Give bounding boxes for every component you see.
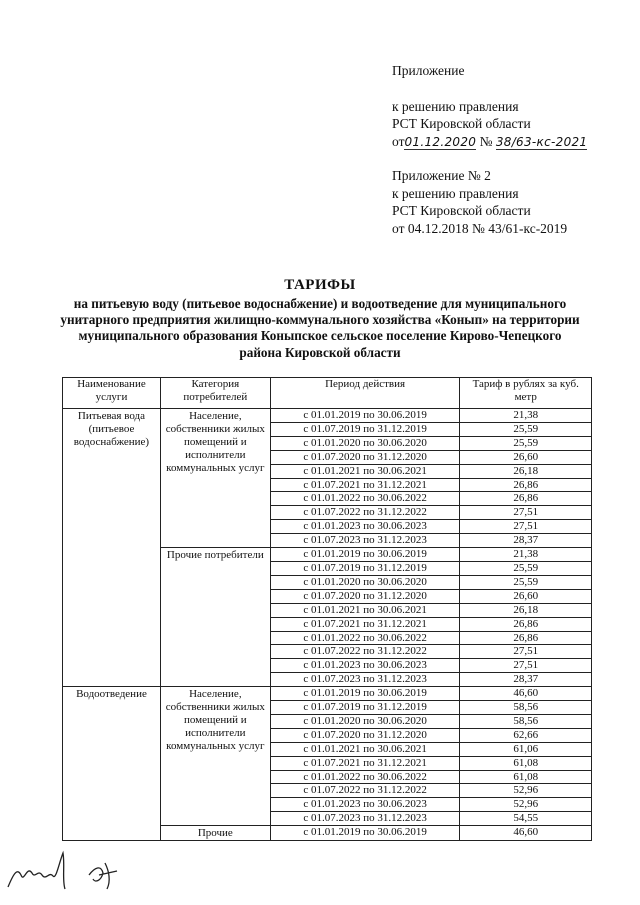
period-cell: с 01.01.2019 по 30.06.2019 [270,687,460,701]
handwritten-signature [5,845,145,895]
period-cell: с 01.07.2021 по 31.12.2021 [270,478,460,492]
period-cell: с 01.01.2019 по 30.06.2019 [270,409,460,423]
period-cell: с 01.07.2021 по 31.12.2021 [270,617,460,631]
period-cell: с 01.01.2020 по 30.06.2020 [270,575,460,589]
service-cell: Питьевая вода (питьевое водоснабжение) [63,409,161,687]
tariff-cell: 54,55 [460,812,592,826]
tariff-cell: 25,59 [460,575,592,589]
appendix-label: Приложение [392,63,465,78]
tariff-cell: 26,18 [460,464,592,478]
header-period: Период действия [270,378,460,409]
tariff-cell: 61,08 [460,770,592,784]
category-cell: Прочие [160,826,270,841]
period-cell: с 01.07.2022 по 31.12.2022 [270,506,460,520]
tariff-cell: 58,56 [460,714,592,728]
period-cell: с 01.01.2021 по 30.06.2021 [270,464,460,478]
handwritten-date: 01.12.2020 [404,134,477,149]
doc-title: ТАРИФЫ [284,277,356,293]
tariff-cell: 28,37 [460,673,592,687]
period-cell: с 01.01.2022 по 30.06.2022 [270,770,460,784]
period-cell: с 01.07.2023 по 31.12.2023 [270,673,460,687]
period-cell: с 01.07.2021 по 31.12.2021 [270,756,460,770]
doc-subtitle: на питьевую воду (питьевое водоснабжение) и водоотведение для муниципального унитарного предприятия жилищно-коммунального хозяйства «Конып» на территории муниципального образования Коныпское сельское поселение Кирово-Чепецкого района Кировской области [60,296,580,360]
period-cell: с 01.01.2020 по 30.06.2020 [270,436,460,450]
tariff-cell: 21,38 [460,409,592,423]
period-cell: с 01.01.2019 по 30.06.2019 [270,826,460,841]
category-cell: Прочие потребители [160,548,270,687]
tariff-cell: 52,96 [460,784,592,798]
period-cell: с 01.01.2022 по 30.06.2022 [270,631,460,645]
handwritten-number: 38/63-кс-2021 [495,134,588,149]
appendix-number-label: Приложение № 2 [392,168,491,183]
number-prefix: № [479,133,493,149]
tariff-cell: 25,59 [460,561,592,575]
period-cell: с 01.07.2019 по 31.12.2019 [270,701,460,715]
period-cell: с 01.01.2021 по 30.06.2021 [270,742,460,756]
authority-line: РСТ Кировской области [392,203,531,218]
table-row [63,687,592,701]
table-header-row [63,378,592,409]
tariff-cell: 25,59 [460,436,592,450]
service-cell: Водоотведение [63,687,161,841]
authority-line: РСТ Кировской области [392,116,531,131]
decision-line: к решению правления [392,98,519,114]
period-cell: с 01.01.2023 по 30.06.2023 [270,798,460,812]
period-cell: с 01.07.2020 по 31.12.2020 [270,728,460,742]
period-cell: с 01.07.2020 по 31.12.2020 [270,450,460,464]
tariff-cell: 26,86 [460,631,592,645]
tariff-cell: 58,56 [460,701,592,715]
tariff-cell: 46,60 [460,687,592,701]
appendix-block-original [392,167,567,237]
appendix-block-current [392,62,587,151]
tariff-cell: 26,60 [460,450,592,464]
tariff-cell: 26,18 [460,603,592,617]
period-cell: с 01.07.2022 по 31.12.2022 [270,784,460,798]
table-body [63,409,592,841]
tariff-cell: 46,60 [460,826,592,841]
period-cell: с 01.01.2022 по 30.06.2022 [270,492,460,506]
tariff-cell: 27,51 [460,520,592,534]
tariff-cell: 25,59 [460,422,592,436]
period-cell: с 01.01.2023 по 30.06.2023 [270,659,460,673]
category-cell: Население, собственники жилых помещений и исполнители коммунальных услуг [160,687,270,826]
tariff-cell: 27,51 [460,659,592,673]
tariff-cell: 52,96 [460,798,592,812]
period-cell: с 01.07.2022 по 31.12.2022 [270,645,460,659]
decision-date-line [392,133,587,152]
period-cell: с 01.01.2023 по 30.06.2023 [270,520,460,534]
tariff-cell: 62,66 [460,728,592,742]
tariff-cell: 26,60 [460,589,592,603]
header-category: Категория потребителей [160,378,270,409]
from-prefix: от [392,133,405,149]
title-block [60,276,580,361]
tariff-cell: 61,06 [460,742,592,756]
tariff-cell: 21,38 [460,548,592,562]
period-cell: с 01.07.2019 по 31.12.2019 [270,422,460,436]
period-cell: с 01.01.2021 по 30.06.2021 [270,603,460,617]
tariff-cell: 27,51 [460,645,592,659]
category-cell: Население, собственники жилых помещений и исполнители коммунальных услуг [160,409,270,548]
header-service: Наименование услуги [63,378,161,409]
table-row [63,409,592,423]
period-cell: с 01.07.2019 по 31.12.2019 [270,561,460,575]
period-cell: с 01.07.2020 по 31.12.2020 [270,589,460,603]
header-tariff: Тариф в рублях за куб. метр [460,378,592,409]
decision-line: к решению правления [392,185,519,201]
tariff-cell: 27,51 [460,506,592,520]
tariff-cell: 28,37 [460,534,592,548]
period-cell: с 01.01.2019 по 30.06.2019 [270,548,460,562]
tariff-table [62,377,592,841]
tariff-cell: 26,86 [460,492,592,506]
tariff-cell: 26,86 [460,617,592,631]
tariff-cell: 61,08 [460,756,592,770]
tariff-cell: 26,86 [460,478,592,492]
period-cell: с 01.07.2023 по 31.12.2023 [270,534,460,548]
period-cell: с 01.07.2023 по 31.12.2023 [270,812,460,826]
period-cell: с 01.01.2020 по 30.06.2020 [270,714,460,728]
decision-date-number: от 04.12.2018 № 43/61-кс-2019 [392,220,568,236]
